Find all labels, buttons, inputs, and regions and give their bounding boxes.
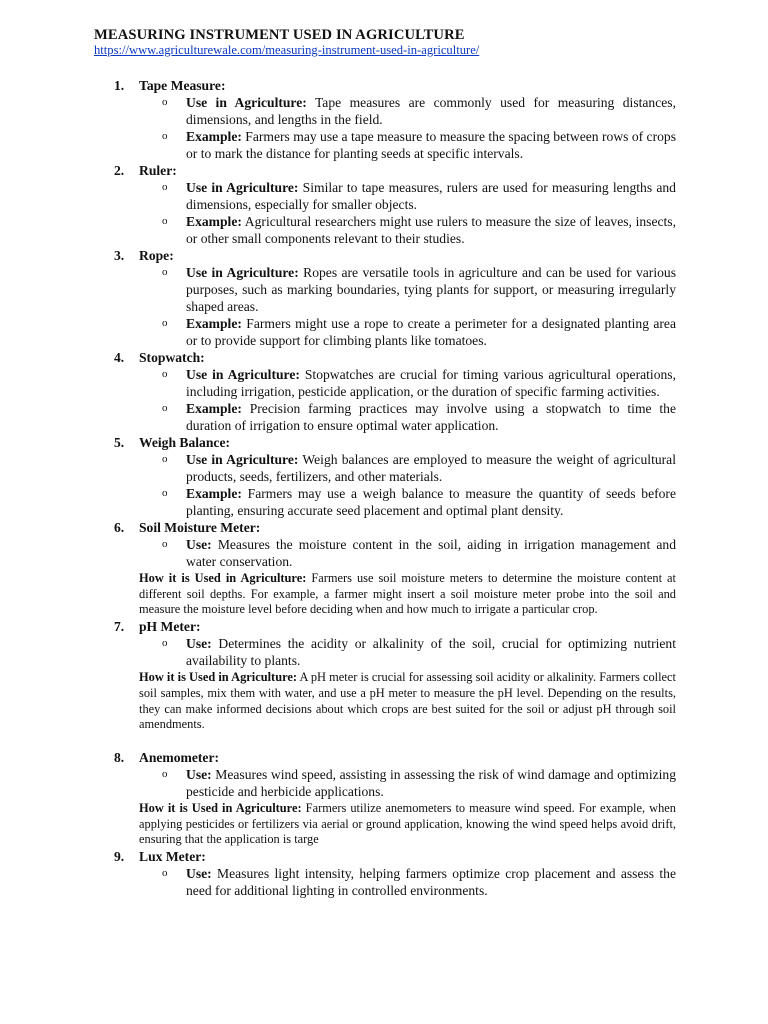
item-number: 8. <box>114 749 125 765</box>
usage-text: Farmers utilize anemometers to measure wind speed. For example, when applying pesticides or fertilizers via aerial or ground application, knowing the wind speed helps avoid drift, ensuring that the application is targe <box>139 800 676 847</box>
bullet-label: Use: <box>186 537 212 552</box>
bullet-text: Farmers may use a tape measure to measure the spacing between rows of crops or to mark the distance for planting seeds at specific intervals. <box>186 129 676 161</box>
bullet-item <box>114 315 676 349</box>
bullet-circle-icon: o <box>162 767 168 780</box>
bullet-item <box>114 264 676 315</box>
bullet-text: Stopwatches are crucial for timing various agricultural operations, including irrigation, pesticide application, or the duration of specific farming activities. <box>186 367 676 399</box>
bullet-text: Measures the moisture content in the soil, aiding in irrigation management and water conservation. <box>186 537 676 569</box>
bullet-label: Example: <box>186 486 242 501</box>
bullet-circle-icon: o <box>162 538 168 550</box>
bullet-item <box>114 485 676 519</box>
bullet-circle-icon: o <box>162 130 168 142</box>
item-name: Weigh Balance: <box>139 435 231 450</box>
list-item <box>114 247 676 349</box>
bullet-label: Use in Agriculture: <box>186 95 307 110</box>
bullet-label: Example: <box>186 401 242 416</box>
bullet-label: Use in Agriculture: <box>186 180 299 195</box>
bullet-label: Example: <box>186 129 242 144</box>
bullet-item <box>114 366 676 400</box>
bullet-list <box>114 264 676 349</box>
bullet-text: Measures wind speed, assisting in assessing the risk of wind damage and optimizing pesticide and herbicide applications. <box>186 766 676 799</box>
bullet-circle-icon: o <box>162 453 168 465</box>
usage-paragraph <box>114 801 676 848</box>
bullet-text: Precision farming practices may involve using a stopwatch to time the duration of irrigation to ensure optimal water application. <box>186 401 676 433</box>
bullet-item <box>114 635 676 669</box>
item-heading <box>114 749 676 766</box>
bullet-item <box>114 451 676 485</box>
item-name: Soil Moisture Meter: <box>139 520 261 535</box>
bullet-circle-icon: o <box>162 637 168 650</box>
bullet-text: Determines the acidity or alkalinity of the soil, crucial for optimizing nutrient availability to plants. <box>186 636 676 669</box>
bullet-label: Use: <box>186 866 212 882</box>
bullet-list <box>114 766 676 800</box>
bullet-label: Use in Agriculture: <box>186 265 299 280</box>
document-title: MEASURING INSTRUMENT USED IN AGRICULTURE <box>94 27 465 43</box>
item-number: 5. <box>114 435 125 450</box>
usage-text: Farmers use soil moisture meters to determine the moisture content at different soil depths. For example, a farmer might insert a soil moisture meter probe into the soil and measure the moisture level before deciding when and how much to irrigate a particular crop. <box>139 571 676 617</box>
bullet-circle-icon: o <box>162 96 168 108</box>
bullet-list <box>114 366 676 434</box>
list-item <box>114 519 676 618</box>
item-number: 3. <box>114 248 125 263</box>
bullet-item <box>114 94 676 128</box>
source-link[interactable]: https://www.agriculturewale.com/measuring-instrument-used-in-agriculture/ <box>94 43 480 57</box>
bullet-text: Tape measures are commonly used for measuring distances, dimensions, and lengths in the field. <box>186 95 676 127</box>
usage-label: How it is Used in Agriculture: <box>139 571 307 585</box>
list-item <box>114 434 676 519</box>
bullet-label: Use in Agriculture: <box>186 452 299 467</box>
bullet-circle-icon: o <box>162 215 168 227</box>
item-heading <box>114 162 676 179</box>
item-heading <box>114 349 676 366</box>
item-number: 1. <box>114 78 125 93</box>
bullet-circle-icon: o <box>162 368 168 380</box>
item-number: 7. <box>114 619 125 635</box>
bullet-text: Similar to tape measures, rulers are used for measuring lengths and dimensions, especially for smaller objects. <box>186 180 676 212</box>
bullet-text: Measures light intensity, helping farmers optimize crop placement and assess the need for additional lighting in controlled environments. <box>186 866 676 899</box>
item-number: 4. <box>114 350 125 365</box>
item-name: Ruler: <box>139 163 177 178</box>
usage-text: A pH meter is crucial for assessing soil acidity or alkalinity. Farmers collect soil samples, mix them with water, and use a pH meter to measure the pH level. Depending on the results, they can make informed decisions about which crops are best suited for the soil or adjust pH through soil amendments. <box>139 670 676 732</box>
bullet-circle-icon: o <box>162 181 168 193</box>
bullet-text: Farmers might use a rope to create a perimeter for a designated planting area or to provide support for climbing plants like tomatoes. <box>186 316 676 348</box>
bullet-item <box>114 179 676 213</box>
item-name: Rope: <box>139 248 174 263</box>
bullet-text: Weigh balances are employed to measure the weight of agricultural products, seeds, fertilizers, and other materials. <box>186 452 676 484</box>
bullet-text: Agricultural researchers might use rulers to measure the size of leaves, insects, or other small components relevant to their studies. <box>186 214 676 246</box>
bullet-label: Use: <box>186 636 212 652</box>
item-number: 2. <box>114 163 125 178</box>
bullet-item <box>114 128 676 162</box>
item-heading <box>114 77 676 94</box>
bullet-circle-icon: o <box>162 402 168 414</box>
list-item <box>114 848 676 899</box>
item-heading <box>114 247 676 264</box>
item-heading <box>114 618 676 635</box>
bullet-circle-icon: o <box>162 867 168 880</box>
usage-paragraph <box>114 670 676 733</box>
item-name: Lux Meter: <box>139 849 206 865</box>
bullet-text: Ropes are versatile tools in agriculture and can be used for various purposes, such as marking boundaries, tying plants for support, or measuring irregularly shaped areas. <box>186 265 676 314</box>
usage-label: How it is Used in Agriculture: <box>139 670 297 685</box>
bullet-label: Example: <box>186 214 242 229</box>
instrument-list <box>114 77 676 899</box>
bullet-list <box>114 635 676 669</box>
item-heading <box>114 848 676 865</box>
bullet-list <box>114 94 676 162</box>
bullet-list <box>114 865 676 899</box>
bullet-circle-icon: o <box>162 487 168 499</box>
list-item <box>114 349 676 434</box>
item-number: 9. <box>114 849 125 865</box>
list-item <box>114 618 676 733</box>
bullet-text: Farmers may use a weigh balance to measure the quantity of seeds before planting, ensuring accurate seed placement and optimal plant density. <box>186 486 676 518</box>
list-item <box>114 162 676 247</box>
bullet-list <box>114 451 676 519</box>
item-name: Stopwatch: <box>139 350 205 365</box>
bullet-list <box>114 179 676 247</box>
bullet-label: Use: <box>186 766 212 782</box>
item-name: pH Meter: <box>139 619 201 635</box>
item-heading <box>114 434 676 451</box>
bullet-circle-icon: o <box>162 266 168 278</box>
list-item <box>114 77 676 162</box>
bullet-item <box>114 400 676 434</box>
item-name: Anemometer: <box>139 749 220 765</box>
bullet-label: Use in Agriculture: <box>186 367 300 382</box>
bullet-circle-icon: o <box>162 317 168 329</box>
list-item <box>114 749 676 848</box>
usage-label: How it is Used in Agriculture: <box>139 800 302 815</box>
usage-paragraph <box>114 571 676 618</box>
bullet-label: Example: <box>186 316 242 331</box>
item-number: 6. <box>114 520 125 535</box>
bullet-item <box>114 766 676 800</box>
bullet-item <box>114 536 676 570</box>
bullet-item <box>114 865 676 899</box>
bullet-item <box>114 213 676 247</box>
item-name: Tape Measure: <box>139 78 226 93</box>
bullet-list <box>114 536 676 570</box>
item-heading <box>114 519 676 536</box>
